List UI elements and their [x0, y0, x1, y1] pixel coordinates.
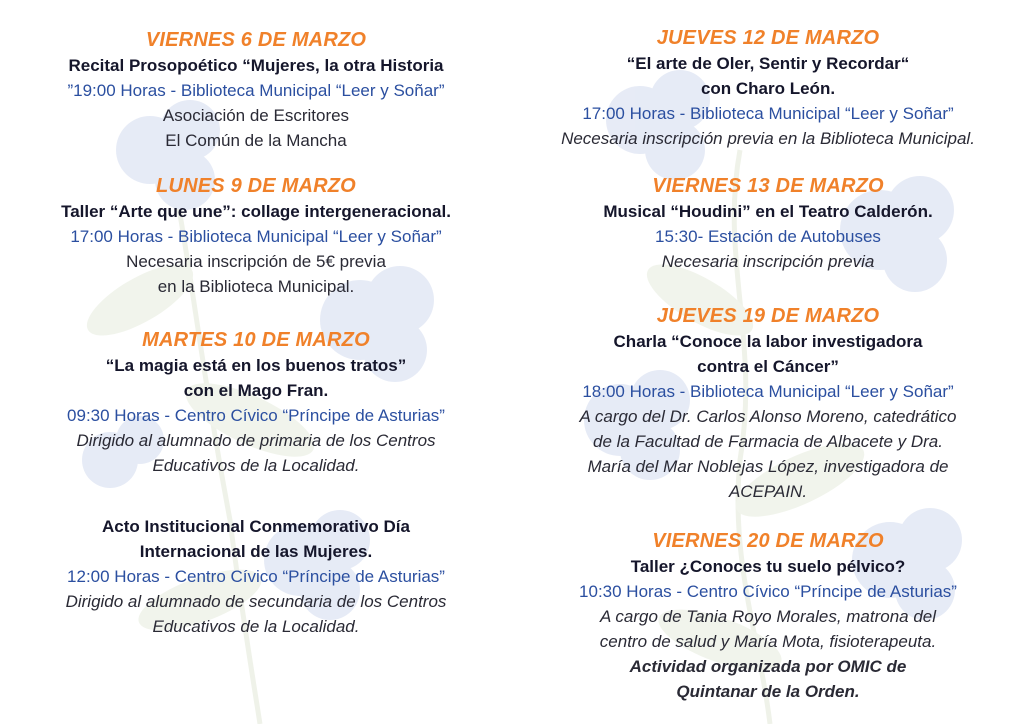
- event-acto-institucional: [0, 514, 512, 639]
- event-note: Dirigido al alumnado de secundaria de los Centros: [65, 592, 447, 611]
- event-note: Educativos de la Localidad.: [152, 617, 360, 636]
- event-note: Educativos de la Localidad.: [152, 456, 360, 475]
- event-note: ACEPAIN.: [728, 482, 808, 501]
- event-viernes-20: [512, 528, 1024, 704]
- event-note: de la Facultad de Farmacia de Albacete y Dra.: [593, 432, 943, 451]
- event-note: Necesaria inscripción previa: [661, 252, 875, 271]
- event-title: Musical “Houdini” en el Teatro Calderón.: [603, 202, 933, 221]
- event-lunes-9: [0, 173, 512, 299]
- event-date: JUEVES 12 DE MARZO: [656, 27, 880, 49]
- event-date: VIERNES 13 DE MARZO: [652, 175, 884, 197]
- event-time-location: 17:00 Horas - Biblioteca Municipal “Leer y Soñar”: [582, 104, 954, 123]
- event-viernes-6: [0, 27, 512, 153]
- event-time-location: 10:30 Horas - Centro Cívico “Príncipe de Asturias”: [579, 582, 957, 601]
- event-viernes-13: [512, 173, 1024, 274]
- event-title: Acto Institucional Conmemorativo Día: [102, 517, 410, 536]
- event-title: “La magia está en los buenos tratos”: [105, 356, 407, 375]
- event-note: El Común de la Mancha: [165, 131, 347, 150]
- event-time-location: 17:00 Horas - Biblioteca Municipal “Leer y Soñar”: [70, 227, 442, 246]
- event-time-location: 09:30 Horas - Centro Cívico “Príncipe de Asturias”: [67, 406, 445, 425]
- event-note: Necesaria inscripción previa en la Biblioteca Municipal.: [561, 129, 975, 148]
- event-time-location: 15:30- Estación de Autobuses: [655, 227, 881, 246]
- event-title: Internacional de las Mujeres.: [139, 542, 373, 561]
- event-date: MARTES 10 DE MARZO: [142, 329, 370, 351]
- event-note: Necesaria inscripción de 5€ previa: [126, 252, 386, 271]
- event-note: en la Biblioteca Municipal.: [157, 277, 355, 296]
- event-time-location: ”19:00 Horas - Biblioteca Municipal “Leer y Soñar”: [67, 81, 445, 100]
- event-martes-10: [0, 327, 512, 478]
- event-title: con el Mago Fran.: [183, 381, 329, 400]
- event-note: Asociación de Escritores: [162, 106, 350, 125]
- event-title: contra el Cáncer”: [697, 357, 839, 376]
- event-date: JUEVES 19 DE MARZO: [656, 305, 880, 327]
- event-title: Taller “Arte que une”: collage intergeneracional.: [61, 202, 451, 221]
- event-title: “El arte de Oler, Sentir y Recordar“: [626, 54, 910, 73]
- event-organizer: Quintanar de la Orden.: [676, 682, 860, 701]
- event-time-location: 12:00 Horas - Centro Cívico “Príncipe de Asturias”: [67, 567, 445, 586]
- event-note: A cargo de Tania Royo Morales, matrona del: [599, 607, 937, 626]
- event-organizer: Actividad organizada por OMIC de: [629, 657, 907, 676]
- event-title: Recital Prosopoético “Mujeres, la otra Historia: [68, 56, 444, 75]
- event-date: LUNES 9 DE MARZO: [156, 175, 356, 197]
- event-jueves-19: [512, 303, 1024, 504]
- event-time-location: 18:00 Horas - Biblioteca Municipal “Leer y Soñar”: [582, 382, 954, 401]
- event-note: Dirigido al alumnado de primaria de los Centros: [76, 431, 436, 450]
- event-jueves-12: [512, 25, 1024, 151]
- event-note: A cargo del Dr. Carlos Alonso Moreno, catedrático: [579, 407, 957, 426]
- event-date: VIERNES 6 DE MARZO: [145, 29, 367, 51]
- event-title: con Charo León.: [700, 79, 836, 98]
- event-date: VIERNES 20 DE MARZO: [652, 530, 884, 552]
- event-note: María del Mar Noblejas López, investigadora de: [587, 457, 949, 476]
- event-note: centro de salud y María Mota, fisioterapeuta.: [599, 632, 937, 651]
- event-title: Taller ¿Conoces tu suelo pélvico?: [630, 557, 906, 576]
- event-title: Charla “Conoce la labor investigadora: [613, 332, 923, 351]
